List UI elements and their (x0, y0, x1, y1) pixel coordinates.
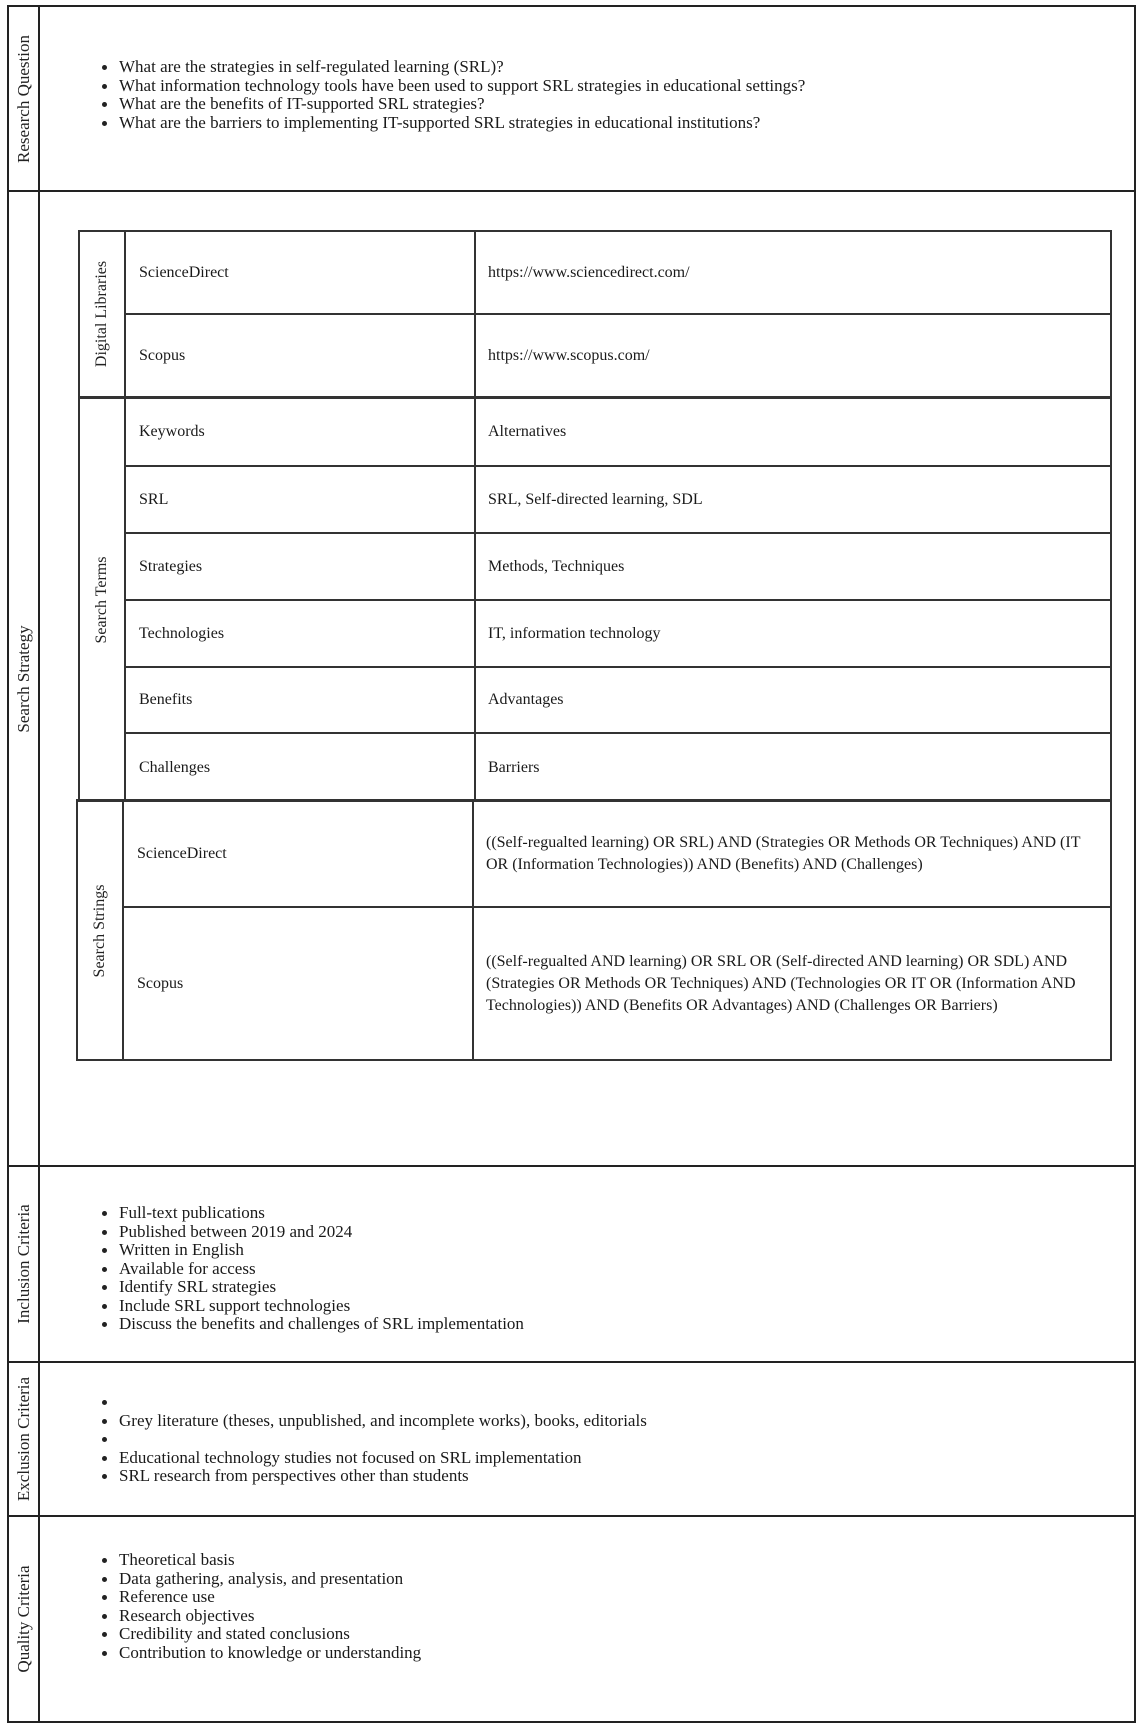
keyword-cell: Keywords (126, 399, 476, 465)
search-strategy-label: Search Strategy (13, 624, 33, 733)
search-string: ((Self-regualted learning) OR SRL) AND (Strategies OR Methods OR Techniques) AND (IT OR (Information Technologies)) AND (Benefits) AND (Challenges) (486, 834, 1081, 873)
alternatives-cell: Methods, Techniques (488, 557, 625, 575)
database-name: ScienceDirect (124, 802, 474, 906)
table-row (126, 399, 1110, 467)
list-item: Identify SRL strategies (119, 1278, 1134, 1297)
list-item: Contribution to knowledge or understanding (119, 1644, 1134, 1663)
list-item: Data gathering, analysis, and presentation (119, 1570, 1134, 1589)
search-strings-label-cell (78, 802, 124, 1059)
list-item: Include SRL support technologies (119, 1297, 1134, 1316)
list-item: Research objectives (119, 1607, 1134, 1626)
table-row (126, 232, 1110, 315)
list-item: Theoretical basis (119, 1551, 1134, 1570)
table-row (124, 802, 1110, 908)
list-item: SRL research from perspectives other than students (119, 1467, 1134, 1486)
search-terms-label-cell (80, 399, 126, 800)
list-item: Written in English (119, 1241, 1134, 1260)
quality-criteria-label-cell (9, 1517, 40, 1721)
section-exclusion-criteria (9, 1363, 1134, 1517)
inclusion-criteria-list (40, 1204, 1134, 1334)
keyword-cell: Benefits (126, 668, 476, 732)
list-item: What are the barriers to implementing IT-supported SRL strategies in educational institutions? (119, 114, 1134, 133)
inclusion-criteria-content (40, 1167, 1134, 1361)
quality-criteria-list (40, 1551, 1134, 1662)
section-research-question (9, 7, 1134, 192)
alternatives-cell: Advantages (488, 691, 564, 708)
section-inclusion-criteria (9, 1167, 1134, 1363)
list-item: Discuss the benefits and challenges of SRL implementation (119, 1315, 1134, 1334)
research-question-label-cell (9, 7, 40, 190)
exclusion-criteria-content (40, 1363, 1134, 1515)
digital-libraries-label: Digital Libraries (93, 260, 110, 368)
library-url[interactable]: https://www.sciencedirect.com/ (488, 263, 690, 281)
exclusion-criteria-list (40, 1393, 1134, 1486)
list-item: What are the benefits of IT-supported SRL strategies? (119, 95, 1134, 114)
protocol-table (7, 5, 1136, 1723)
table-row (124, 908, 1110, 1060)
keyword-cell: Challenges (126, 734, 476, 801)
search-strategy-label-cell (9, 192, 40, 1165)
list-item: Educational technology studies not focused on SRL implementation (119, 1449, 1134, 1468)
search-terms-table (78, 396, 1112, 802)
search-terms-label: Search Terms (93, 556, 110, 643)
research-question-list (40, 58, 1134, 132)
table-row (126, 315, 1110, 396)
list-item: Reference use (119, 1588, 1134, 1607)
quality-criteria-content (40, 1517, 1134, 1721)
section-search-strategy (9, 192, 1134, 1167)
list-item-empty (119, 1393, 1134, 1412)
library-name: Scopus (126, 315, 476, 396)
alternatives-cell: Alternatives (488, 423, 567, 440)
search-string: ((Self-regualted AND learning) OR SRL OR (Self-directed AND learning) OR SDL) AND (Strategies OR Methods OR Techniques) AND (Technologies OR IT OR (Information AND Technologies)) AND (Benefits OR Advantages) AND (Challenges OR Barriers) (486, 953, 1076, 1014)
list-item: Published between 2019 and 2024 (119, 1223, 1134, 1242)
table-row (126, 467, 1110, 534)
list-item: What information technology tools have been used to support SRL strategies in educational settings? (119, 77, 1134, 96)
list-item-empty (119, 1430, 1134, 1449)
keyword-cell: Technologies (126, 601, 476, 666)
inclusion-criteria-label: Inclusion Criteria (13, 1204, 33, 1324)
research-question-content (40, 7, 1134, 190)
research-question-label: Research Question (13, 34, 33, 163)
table-row (126, 668, 1110, 734)
inclusion-criteria-label-cell (9, 1167, 40, 1361)
table-row (126, 734, 1110, 801)
digital-libraries-label-cell (80, 232, 126, 396)
alternatives-cell: IT, information technology (488, 624, 661, 642)
keyword-cell: SRL (126, 467, 476, 532)
alternatives-cell: SRL, Self-directed learning, SDL (488, 490, 703, 508)
library-url[interactable]: https://www.scopus.com/ (488, 346, 650, 364)
list-item: What are the strategies in self-regulated learning (SRL)? (119, 58, 1134, 77)
keyword-cell: Strategies (126, 534, 476, 599)
search-strings-table (76, 799, 1112, 1061)
list-item: Credibility and stated conclusions (119, 1625, 1134, 1644)
list-item: Available for access (119, 1260, 1134, 1279)
quality-criteria-label: Quality Criteria (13, 1565, 33, 1673)
table-row (126, 534, 1110, 601)
table-row (126, 601, 1110, 668)
exclusion-criteria-label: Exclusion Criteria (13, 1376, 33, 1502)
exclusion-criteria-label-cell (9, 1363, 40, 1515)
search-strings-label: Search Strings (91, 884, 108, 977)
section-quality-criteria (9, 1517, 1134, 1721)
alternatives-cell: Barriers (488, 758, 540, 776)
library-name: ScienceDirect (126, 232, 476, 313)
digital-libraries-table (78, 230, 1112, 398)
list-item: Full-text publications (119, 1204, 1134, 1223)
list-item: Grey literature (theses, unpublished, and incomplete works), books, editorials (119, 1412, 1134, 1431)
database-name: Scopus (124, 908, 474, 1060)
